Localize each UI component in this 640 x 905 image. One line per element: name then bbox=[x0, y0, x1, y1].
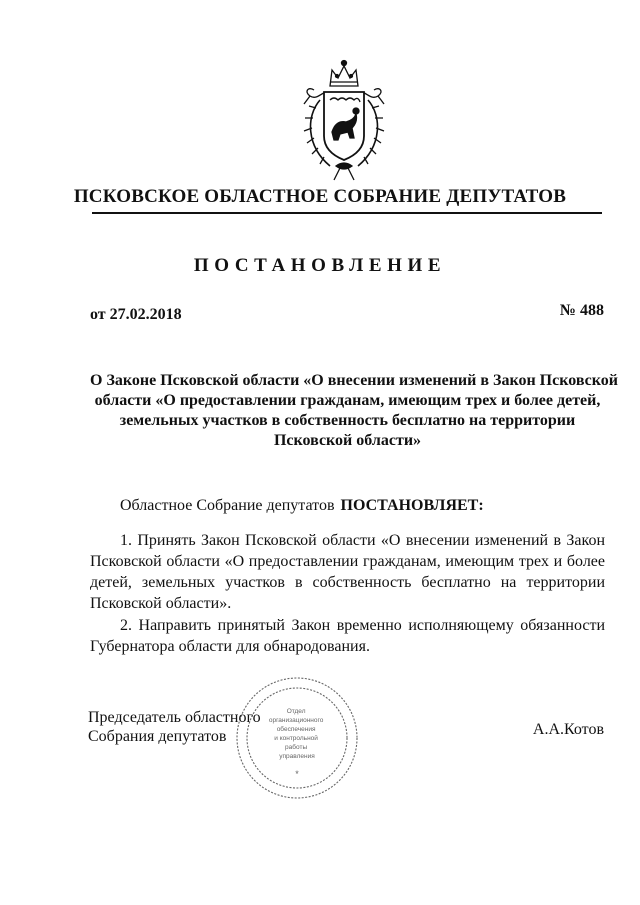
signatory-title-line: Председатель областного bbox=[88, 709, 261, 726]
stamp-text: Отдел организационного обеспечения и контрольной работы управления bbox=[268, 708, 324, 760]
signatory-title-line: Собрания депутатов bbox=[88, 728, 227, 745]
resolve-prefix: Областное Собрание депутатов bbox=[120, 497, 335, 514]
paragraph-line: Псковской области «О предоставлении гражданам, имеющим трех и более bbox=[90, 553, 605, 570]
organization-title: ПСКОВСКОЕ ОБЛАСТНОЕ СОБРАНИЕ ДЕПУТАТОВ bbox=[73, 186, 567, 207]
header-divider bbox=[92, 212, 602, 214]
document-date: от 27.02.2018 bbox=[90, 306, 182, 323]
document-number: № 488 bbox=[559, 302, 604, 319]
subject-line: области «О предоставлении гражданам, имеющим трех и более детей, bbox=[94, 392, 601, 409]
paragraph-line: Псковской области». bbox=[90, 595, 232, 612]
paragraph-line: Губернатора области для обнародования. bbox=[90, 638, 370, 655]
subject-line: земельных участков в собственность бесплатно на территории bbox=[119, 412, 576, 429]
document-type-title: ПОСТАНОВЛЕНИЕ bbox=[193, 255, 447, 276]
paragraph-line: 2. Направить принятый Закон временно исполняющему обязанности bbox=[120, 617, 605, 634]
resolve-line bbox=[120, 497, 484, 515]
paragraph-line: детей, земельных участков в собственность бесплатно на территории bbox=[90, 574, 605, 591]
coat-of-arms-icon bbox=[296, 56, 392, 186]
svg-text:*: * bbox=[295, 769, 299, 779]
paragraph-2 bbox=[90, 615, 605, 657]
signatory-name: А.А.Котов bbox=[532, 721, 604, 738]
document-subject bbox=[90, 371, 618, 451]
resolve-word: ПОСТАНОВЛЯЕТ: bbox=[340, 497, 484, 514]
paragraph-1 bbox=[90, 530, 605, 614]
signatory-title bbox=[88, 708, 261, 746]
subject-line: Псковской области» bbox=[273, 432, 422, 449]
subject-line: О Законе Псковской области «О внесении изменений в Закон Псковской bbox=[90, 372, 618, 389]
paragraph-line: 1. Принять Закон Псковской области «О внесении изменений в Закон bbox=[120, 532, 605, 549]
